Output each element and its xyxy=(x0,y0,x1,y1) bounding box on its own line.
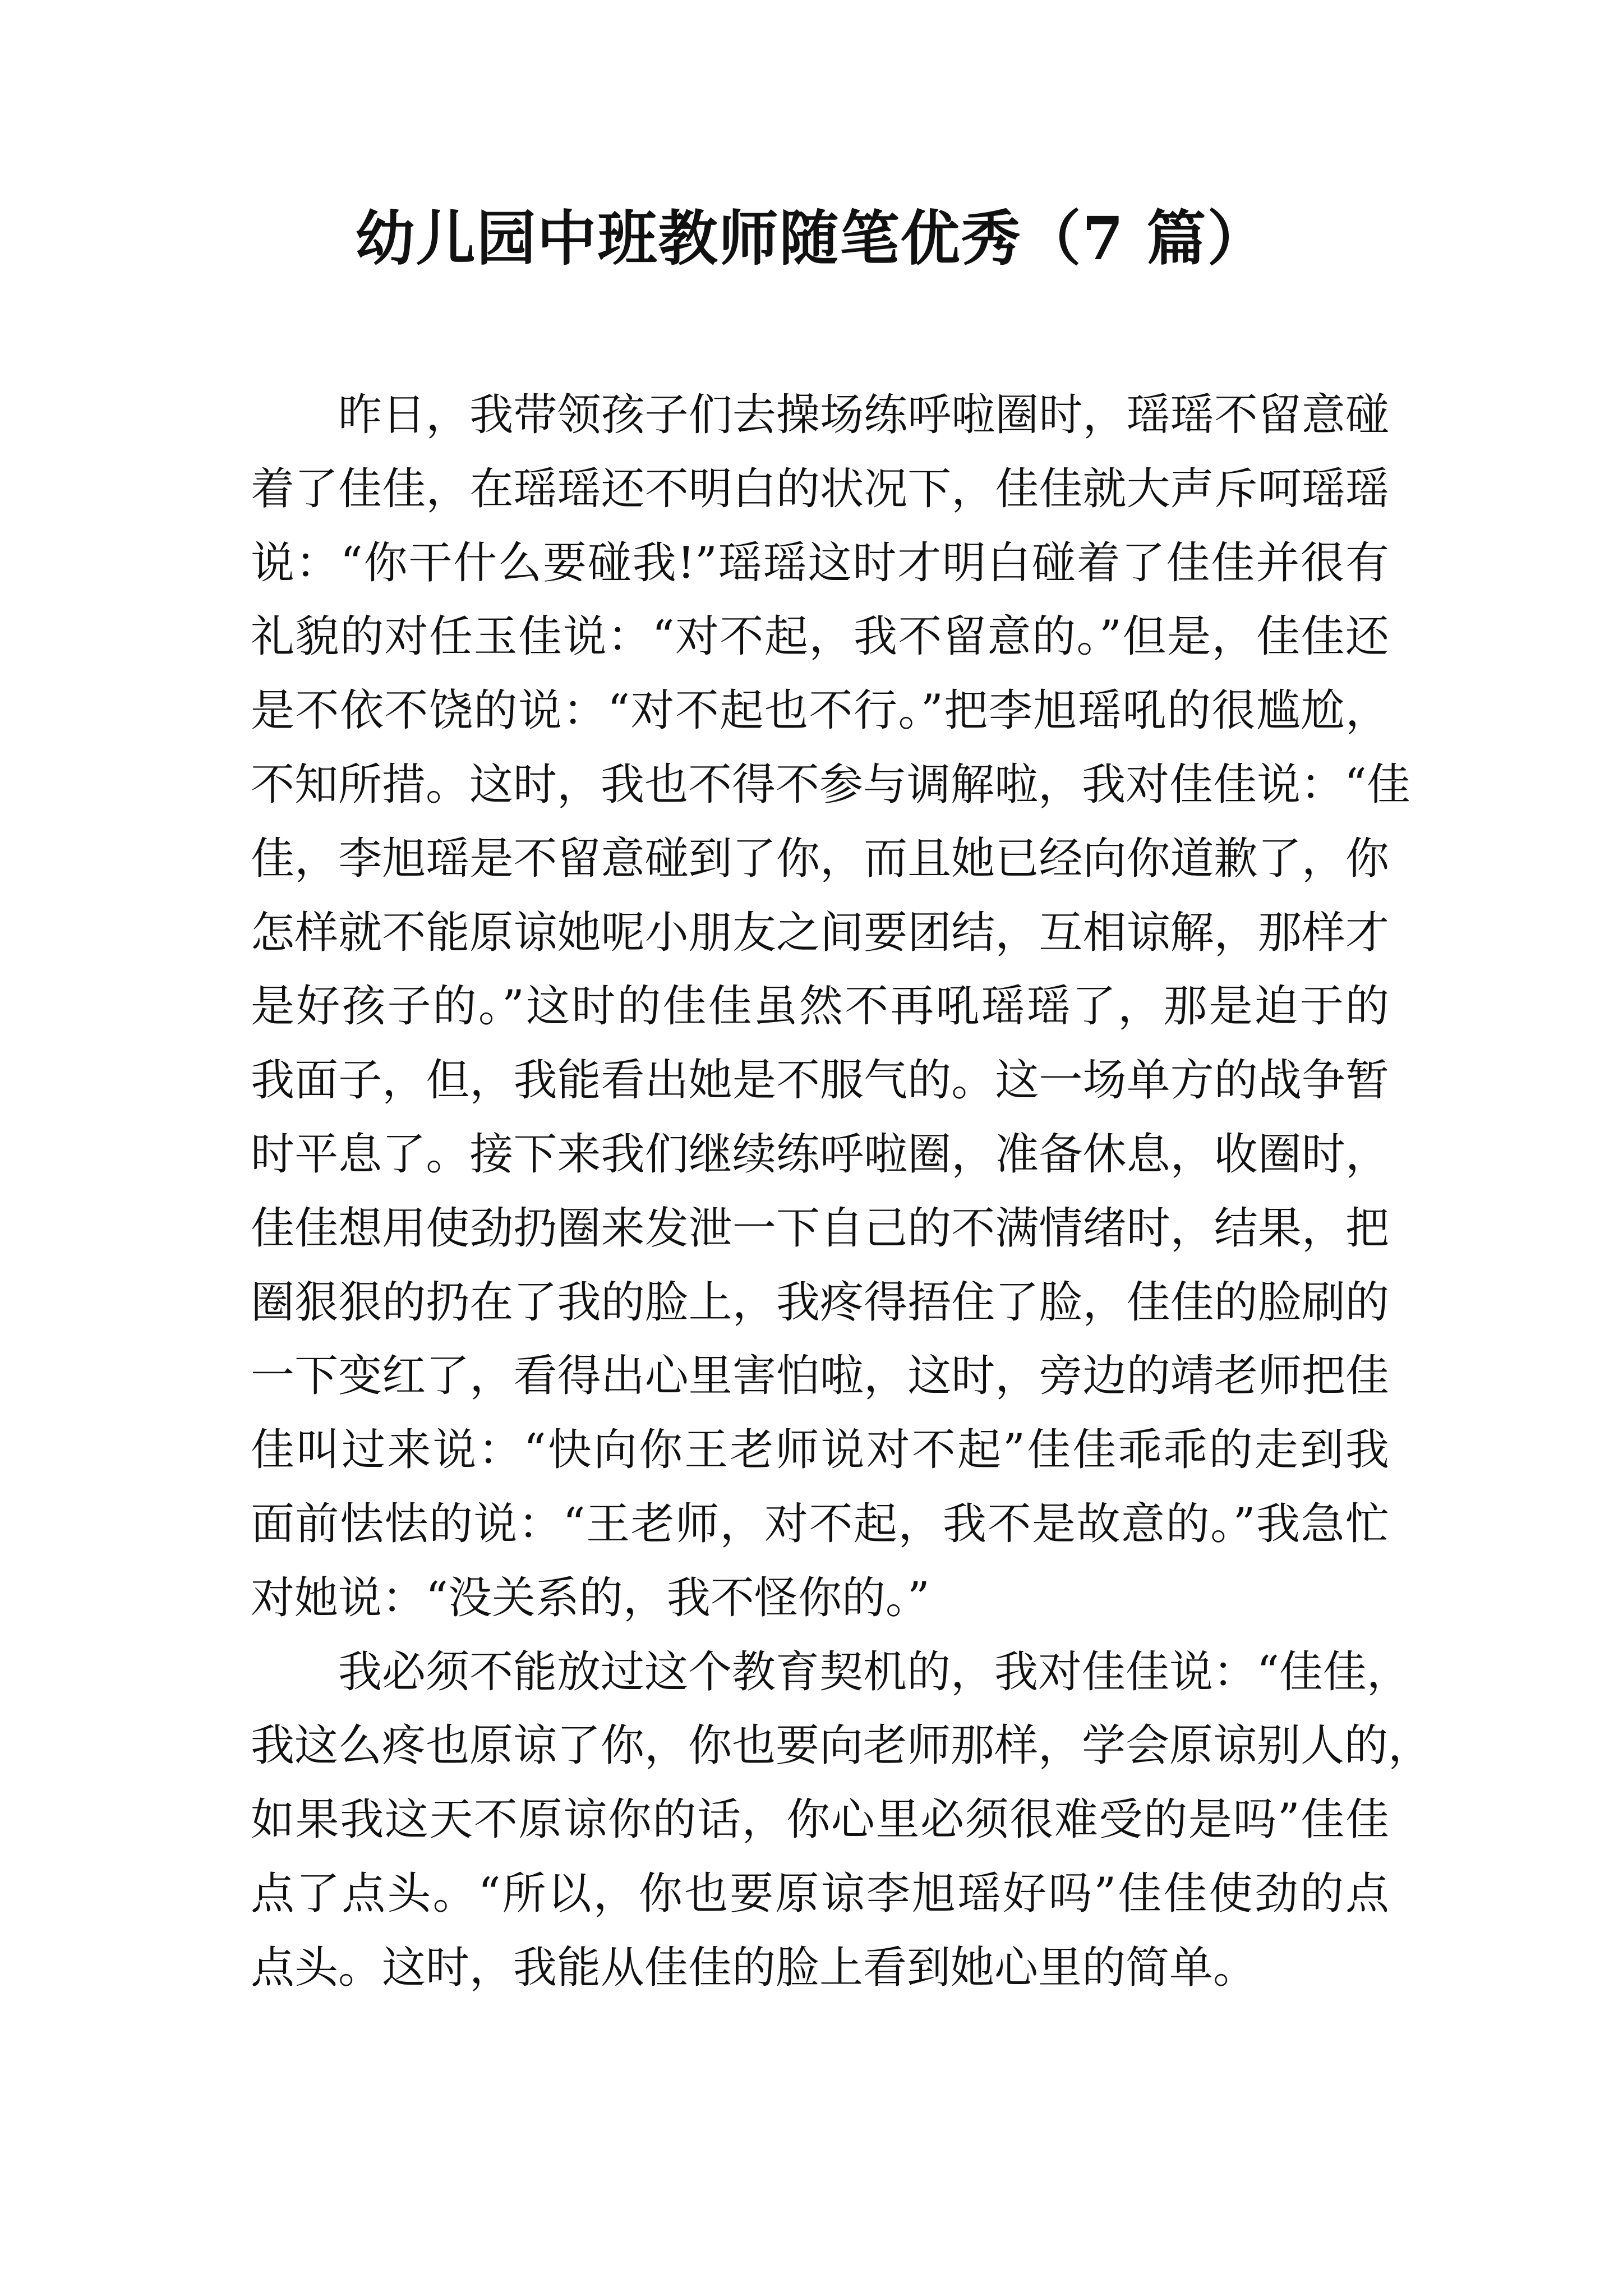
text-line: 一下变红了，看得出心里害怕啦，这时，旁边的靖老师把佳 xyxy=(251,1351,1389,1402)
text-line xyxy=(251,1636,1410,1710)
text-line: 圈狠狠的扔在了我的脸上，我疼得捂住了脸，佳佳的脸刷的 xyxy=(251,1277,1389,1328)
document-title: 幼儿园中班教师随笔优秀（7 篇） xyxy=(355,203,1268,273)
text-line: 对她说：“没关系的，我不怪你的。” xyxy=(251,1572,930,1623)
text-line: 如果我这天不原谅你的话，你心里必须很难受的是吗”佳佳 xyxy=(251,1795,1389,1846)
text-line: 佳佳想用使劲扔圈来发泄一下自己的不满情绪时，结果，把 xyxy=(251,1203,1389,1254)
text-line: 是好孩子的。”这时的佳佳虽然不再吼瑶瑶了，那是迫于的 xyxy=(251,981,1389,1032)
text-line: 是不依不饶的说：“对不起也不行。”把李旭瑶吼的很尴尬， xyxy=(251,685,1389,737)
paragraph-2 xyxy=(251,1636,1432,2005)
text-line: 佳，李旭瑶是不留意碰到了你，而且她已经向你道歉了，你 xyxy=(251,833,1389,884)
text-line: 说：“你干什么要碰我!”瑶瑶这时才明白碰着了佳佳并很有 xyxy=(251,537,1389,588)
text-line: 不知所措。这时，我也不得不参与调解啦，我对佳佳说：“佳 xyxy=(251,759,1410,810)
text-line: 面前怯怯的说：“王老师，对不起，我不是故意的。”我急忙 xyxy=(251,1498,1389,1549)
text-line: 礼貌的对任玉佳说：“对不起，我不留意的。”但是，佳佳还 xyxy=(251,611,1389,662)
line-text: 昨日，我带领孩子们去操场练呼啦圈时，瑶瑶不留意碰 xyxy=(338,390,1389,440)
text-line: 点头。这时，我能从佳佳的脸上看到她心里的简单。 xyxy=(251,1942,1257,1993)
text-line: 时平息了。接下来我们继续练呼啦圈，准备休息，收圈时， xyxy=(251,1129,1389,1180)
text-line: 我面子，但，我能看出她是不服气的。这一场单方的战争暂 xyxy=(251,1055,1389,1106)
text-line xyxy=(251,379,1389,453)
text-line: 着了佳佳，在瑶瑶还不明白的状况下，佳佳就大声斥呵瑶瑶 xyxy=(251,463,1389,514)
document-body xyxy=(251,379,1432,2005)
text-line: 我这么疼也原谅了你，你也要向老师那样，学会原谅别人的， xyxy=(251,1720,1432,1772)
text-line: 佳叫过来说：“快向你王老师说对不起”佳佳乖乖的走到我 xyxy=(251,1425,1389,1476)
text-line: 点了点头。“所以，你也要原谅李旭瑶好吗”佳佳使劲的点 xyxy=(251,1868,1389,1919)
line-text: 我必须不能放过这个教育契机的，我对佳佳说：“佳佳， xyxy=(338,1646,1410,1697)
paragraph-1 xyxy=(251,379,1410,1636)
text-line: 怎样就不能原谅她呢小朋友之间要团结，互相谅解，那样才 xyxy=(251,907,1389,958)
